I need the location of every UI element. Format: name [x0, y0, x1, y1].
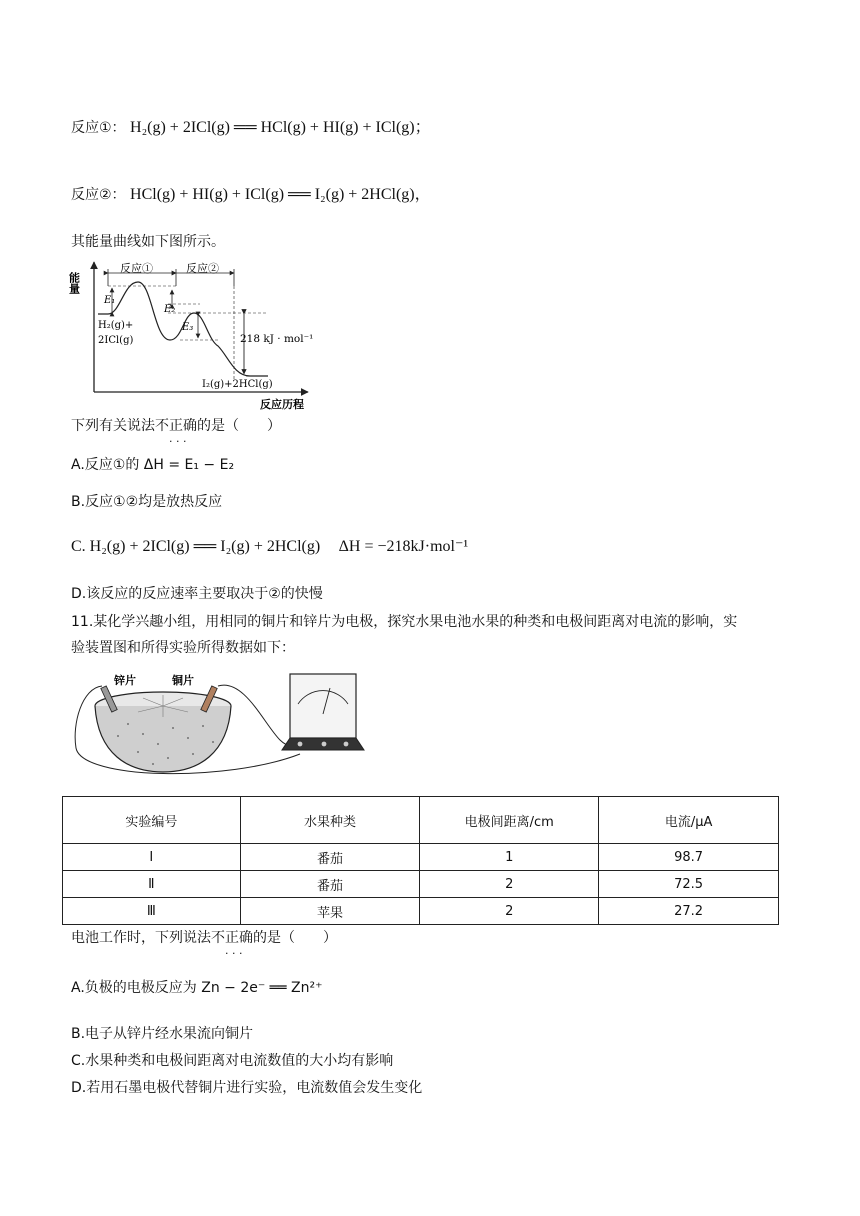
q10-option-c-delta-h: ΔH = −218kJ·mol⁻¹: [338, 538, 469, 555]
table-header: 水果种类: [240, 797, 420, 844]
q10-stem-post: 的是（ ）: [197, 418, 281, 434]
reaction-1: [71, 118, 431, 138]
q10-stem-pre: 下列有关说法: [71, 418, 155, 434]
e1-label: E₁: [104, 295, 116, 306]
q10-option-b: B.反应①②均是放热反应: [71, 494, 223, 510]
table-cell: Ⅲ: [63, 898, 241, 925]
q11-stem-2: [71, 928, 337, 948]
zinc-label: 锌片: [114, 674, 136, 687]
intro-text: 其能量曲线如下图所示。: [71, 234, 225, 250]
table-cell: 番茄: [240, 871, 420, 898]
table-cell: 72.5: [599, 871, 779, 898]
reaction-2: [71, 185, 431, 205]
table-cell: 番茄: [240, 844, 420, 871]
table-row: [63, 844, 779, 871]
q11-option-a: A.负极的电极反应为 Zn − 2e⁻ ══ Zn²⁺: [71, 980, 323, 996]
product-label: I₂(g)+2HCl(g): [202, 379, 273, 390]
e3-label: E₃: [182, 322, 194, 333]
delta-energy-label: 218 kJ · mol⁻¹: [240, 333, 314, 345]
reaction-2-label: 反应②：: [71, 187, 126, 203]
table-row: [63, 898, 779, 925]
e2-label: E₂: [164, 304, 176, 315]
y-axis-label: 能量: [68, 272, 81, 294]
galvanometer-body: [290, 674, 356, 738]
stage-2-label: 反应②: [186, 262, 219, 275]
q11-stem-line-1: 11.某化学兴趣小组，用相同的铜片和锌片为电极，探究水果电池水果的种类和电极间距离对电流的影响，实: [71, 614, 738, 630]
q11-stem-2-pre: 电池工作时，下列说法: [71, 930, 211, 946]
table-header: 实验编号: [63, 797, 241, 844]
table-cell: Ⅰ: [63, 844, 241, 871]
experiment-table: [62, 796, 779, 925]
energy-diagram: [68, 256, 358, 412]
q10-stem-emphasis: 不正确 · · ·: [155, 418, 197, 434]
q10-stem: [71, 416, 281, 436]
stage-1-label: 反应①: [120, 262, 153, 275]
q11-stem-2-post: 的是（ ）: [253, 930, 337, 946]
table-cell: Ⅱ: [63, 871, 241, 898]
reaction-1-label: 反应①：: [71, 120, 126, 136]
table-header: 电极间距离/cm: [420, 797, 599, 844]
table-cell: 苹果: [240, 898, 420, 925]
table-cell: 27.2: [599, 898, 779, 925]
copper-label: 铜片: [172, 674, 194, 687]
table-header-row: [63, 797, 779, 844]
reactant-label-1: H₂(g)+: [98, 320, 134, 331]
q11-stem-line-2: 验装置图和所得实验所得数据如下：: [71, 640, 295, 656]
q10-option-c: [71, 537, 468, 557]
fruit-battery-apparatus: [68, 664, 398, 788]
q11-option-d: D.若用石墨电极代替铜片进行实验，电流数值会发生变化: [71, 1080, 423, 1096]
q10-option-d: D.该反应的反应速率主要取决于②的快慢: [71, 586, 323, 602]
table-cell: 2: [420, 871, 599, 898]
q10-option-a: A.反应①的 ΔH = E₁ − E₂: [71, 457, 235, 473]
table-header: 电流/μA: [599, 797, 779, 844]
reaction-1-equation: H₂(g) + 2ICl(g) ══ HCl(g) + HI(g) + ICl(g)；: [130, 119, 431, 136]
q11-stem-2-emphasis: 不正确 · · ·: [211, 930, 253, 946]
table-cell: 1: [420, 844, 599, 871]
q11-option-b: B.电子从锌片经水果流向铜片: [71, 1026, 254, 1042]
reaction-2-equation: HCl(g) + HI(g) + ICl(g) ══ I₂(g) + 2HCl(g)，: [130, 186, 431, 203]
reactant-label-2: 2ICl(g): [98, 335, 134, 346]
table-row: [63, 871, 779, 898]
q11-option-c: C.水果种类和电极间距离对电流数值的大小均有影响: [71, 1053, 394, 1069]
table-cell: 98.7: [599, 844, 779, 871]
x-axis-label: 反应历程: [260, 398, 304, 411]
q10-option-c-equation: C. H₂(g) + 2ICl(g) ══ I₂(g) + 2HCl(g): [71, 538, 321, 555]
table-cell: 2: [420, 898, 599, 925]
